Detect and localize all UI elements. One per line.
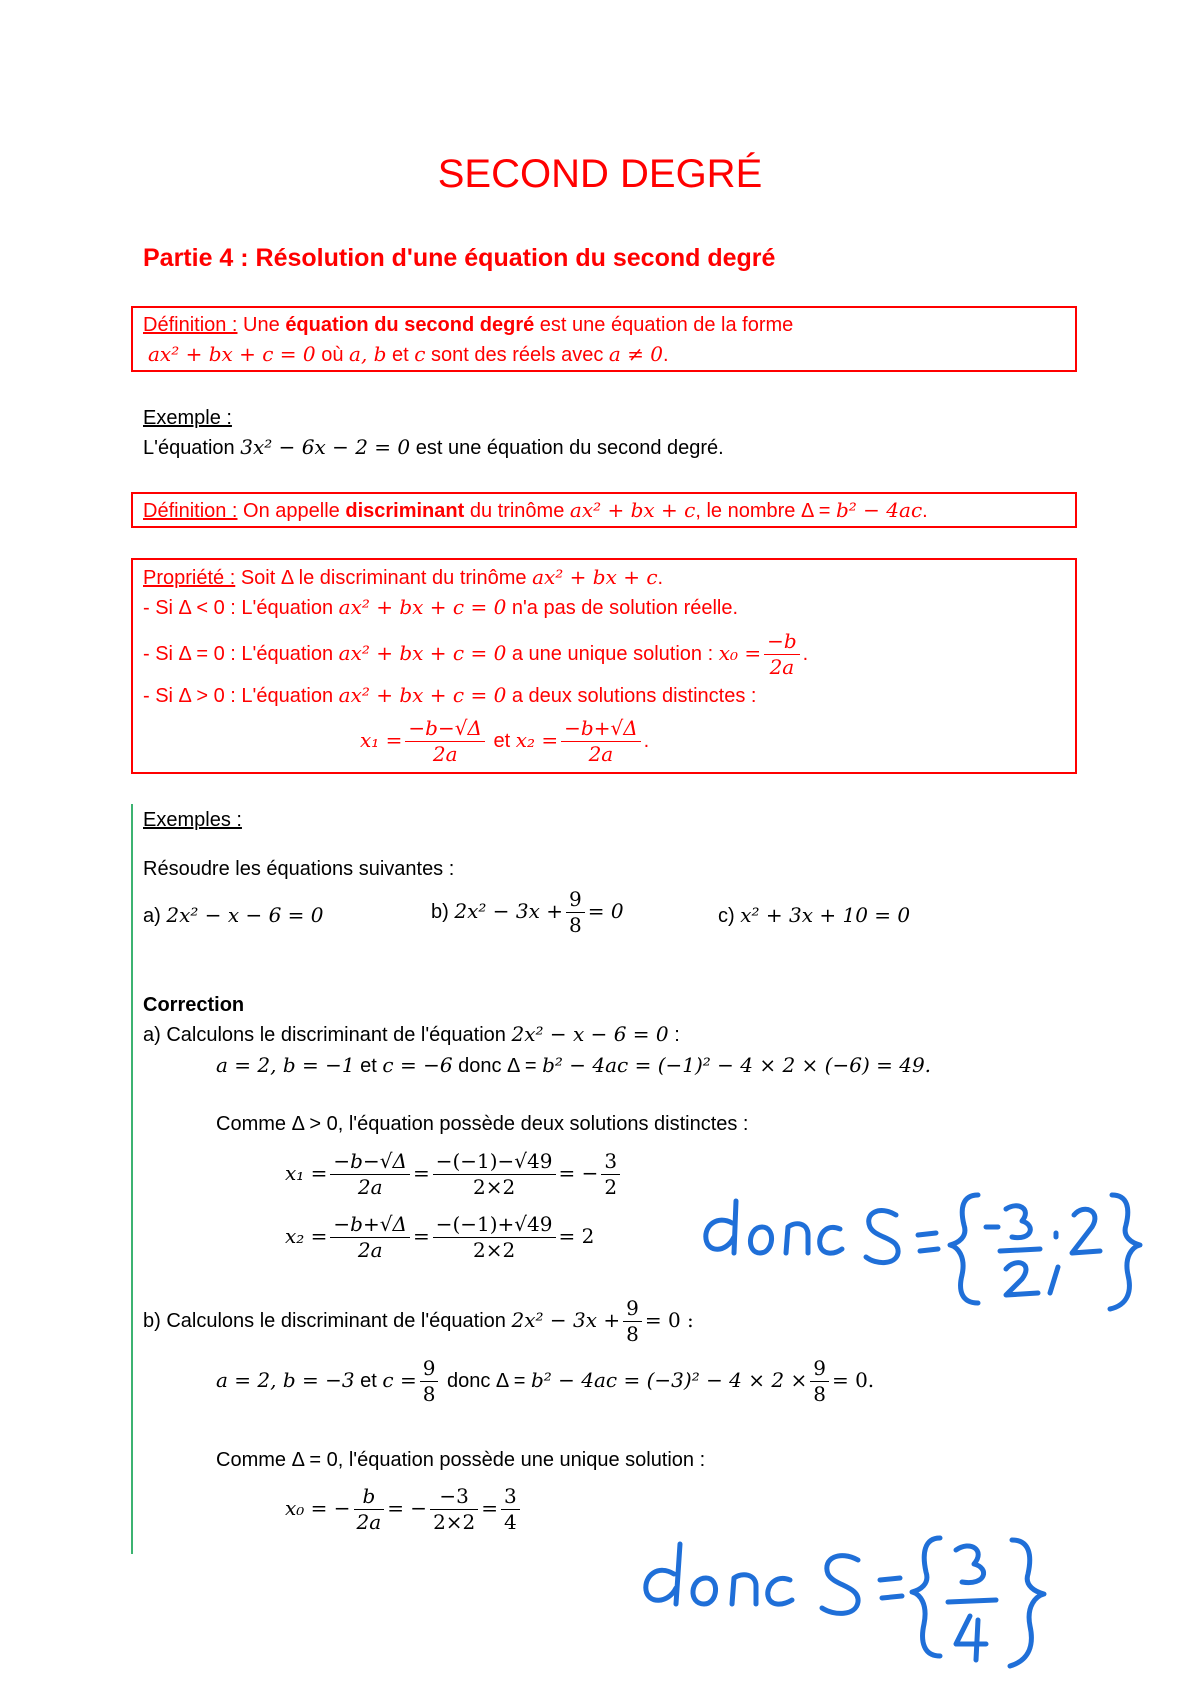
math: = −: [558, 1161, 599, 1185]
correction-a-x1: [285, 1143, 623, 1203]
term: équation du second degré: [285, 314, 535, 336]
correction-b-line: [143, 1292, 694, 1348]
math: x₂ =: [285, 1224, 328, 1248]
text: - Si Δ > 0 : L'équation: [143, 685, 339, 707]
text: a): [143, 905, 167, 927]
text: .: [663, 344, 669, 366]
property-label: Propriété :: [143, 567, 236, 589]
text: .: [922, 500, 928, 522]
fraction: $\frac{3}{4}$: [501, 1486, 520, 1533]
text: est une équation de la forme: [534, 314, 794, 336]
text: a une unique solution :: [506, 643, 719, 665]
correction-a-comme: Comme Δ > 0, l'équation possède deux solutions distinctes :: [216, 1113, 749, 1135]
text: et: [354, 1370, 383, 1392]
correction-label: Correction: [143, 994, 245, 1016]
math: b² − 4ac = (−3)² − 4 × 2 ×: [530, 1368, 808, 1392]
fraction: $\frac{9}{8}$: [420, 1358, 439, 1405]
math: 2x² − x − 6 = 0: [511, 1022, 669, 1046]
text: Une: [237, 314, 286, 336]
math: = −: [387, 1496, 428, 1520]
text: b) Calculons le discriminant de l'équation: [143, 1310, 512, 1332]
text: a deux solutions distinctes :: [506, 685, 757, 707]
fraction: $\frac{b}{2a}$: [354, 1486, 385, 1533]
text: L'équation: [143, 437, 241, 459]
correction-a-coefficients: [216, 1052, 931, 1079]
handwritten-answer-b: [640, 1520, 1080, 1680]
definition-label: Définition :: [143, 500, 238, 522]
fraction: $\frac{3}{2}$: [601, 1151, 620, 1198]
text: n'a pas de solution réelle.: [506, 597, 739, 619]
property-intro: [143, 564, 663, 591]
definition-1-line-2: [148, 341, 669, 368]
margin-rule: [131, 804, 133, 1554]
math: = 0 :: [644, 1308, 694, 1332]
fraction: $\frac{-b-√\Delta}{2a}$: [405, 718, 485, 765]
correction-b-x0: [285, 1478, 523, 1538]
fraction: $\frac{-b}{2a}$: [764, 631, 800, 678]
text: , le nombre Δ =: [695, 500, 836, 522]
math: ax² + bx + c = 0: [338, 683, 507, 707]
text: est une équation du second degré.: [410, 437, 724, 459]
math: 2x² − 3x +: [454, 899, 563, 923]
math: =: [412, 1224, 430, 1248]
handwritten-answer-a: [700, 1175, 1160, 1325]
math: =: [481, 1496, 499, 1520]
fraction: $\frac{-b+√\Delta}{2a}$: [330, 1214, 410, 1261]
property-case-zero: - Si Δ = 0 : L'équation ax² + bx + c = 0 a une unique solution : x₀ = $\frac{-b}{2a}$ .: [143, 629, 809, 680]
exercise-a: [143, 897, 324, 934]
part-heading: Partie 4 : Résolution d'une équation du second degré: [143, 244, 776, 272]
exercise-c: [718, 897, 910, 934]
fraction: $\frac{9}{8}$: [566, 889, 585, 936]
property-case-negative: [143, 594, 738, 621]
math: c: [414, 342, 426, 366]
math: 3x² − 6x − 2 = 0: [240, 435, 411, 459]
math: x₂ =: [515, 728, 559, 752]
text: - Si Δ = 0 : L'équation: [143, 643, 339, 665]
text: .: [657, 567, 664, 589]
example-label: Exemple :: [143, 407, 232, 429]
text: On appelle: [237, 500, 346, 522]
fraction: $\frac{-3}{2\times 2}$: [430, 1486, 478, 1533]
math: = 2: [558, 1224, 595, 1248]
math: c = −6: [382, 1053, 453, 1077]
text: du trinôme: [464, 500, 570, 522]
correction-a-line: [143, 1021, 680, 1048]
math: c =: [382, 1368, 417, 1392]
text: donc Δ =: [452, 1055, 543, 1077]
math: a = 2, b = −1: [216, 1053, 355, 1077]
correction-b-coefficients: [216, 1352, 874, 1408]
text: et: [487, 730, 516, 752]
definition-2-line: [143, 497, 928, 524]
math: ax² + bx + c = 0: [338, 595, 507, 619]
math: a = 2, b = −3: [216, 1368, 355, 1392]
correction-b-comme: Comme Δ = 0, l'équation possède une unique solution :: [216, 1449, 706, 1471]
math: ax² + bx + c = 0: [148, 342, 316, 366]
text: a) Calculons le discriminant de l'équation: [143, 1024, 512, 1046]
text: où: [315, 344, 350, 366]
math: x₀ =: [718, 641, 762, 665]
text: c): [718, 905, 741, 927]
text: donc Δ =: [441, 1370, 531, 1392]
example-line: [143, 434, 724, 461]
math: =: [412, 1161, 430, 1185]
math: ax² + bx + c = 0: [338, 641, 507, 665]
math: = 0.: [831, 1368, 875, 1392]
text: Soit Δ le discriminant du trinôme: [235, 567, 533, 589]
definition-label: Définition :: [143, 314, 238, 336]
fraction: $\frac{-(-1)-√49}{2\times 2}$: [433, 1151, 556, 1198]
examples-label: Exemples :: [143, 809, 242, 831]
fraction: $\frac{9}{8}$: [810, 1358, 829, 1405]
exercise-b: [431, 883, 624, 939]
property-case-positive: [143, 682, 756, 709]
fraction: $\frac{-(-1)+√49}{2\times 2}$: [433, 1214, 556, 1261]
math: a ≠ 0: [608, 342, 664, 366]
math: ax² + bx + c: [569, 498, 696, 522]
fraction: $\frac{-b-√\Delta}{2a}$: [330, 1151, 410, 1198]
text: :: [668, 1024, 680, 1046]
math: 2x² − 3x +: [511, 1308, 621, 1332]
fraction: $\frac{-b+√\Delta}{2a}$: [561, 718, 641, 765]
text: et: [354, 1055, 383, 1077]
math: b² − 4ac: [836, 498, 923, 522]
math: x² + 3x + 10 = 0: [740, 903, 911, 927]
text: - Si Δ < 0 : L'équation: [143, 597, 339, 619]
math: = 0: [587, 899, 624, 923]
term: discriminant: [345, 500, 465, 522]
definition-1-line-1: [143, 312, 793, 338]
correction-a-x2: [285, 1206, 594, 1266]
math: x₁ =: [285, 1161, 328, 1185]
text: b): [431, 901, 455, 923]
math: ax² + bx + c: [532, 565, 658, 589]
math: b² − 4ac = (−1)² − 4 × 2 × (−6) = 49.: [542, 1053, 932, 1077]
math: x₁ =: [360, 728, 403, 752]
text: sont des réels avec: [425, 344, 609, 366]
page-title: SECOND DEGRÉ: [437, 152, 763, 196]
fraction: $\frac{9}{8}$: [623, 1298, 642, 1345]
math: x₀ = −: [285, 1496, 351, 1520]
math: a, b: [349, 342, 387, 366]
property-solutions: x₁ = $\frac{-b-√\Delta}{2a}$ et x₂ = $\frac{-b+√\Delta}{2a}$ .: [360, 716, 650, 767]
math: 2x² − x − 6 = 0: [166, 903, 324, 927]
examples-intro: Résoudre les équations suivantes :: [143, 858, 455, 880]
text: et: [386, 344, 415, 366]
